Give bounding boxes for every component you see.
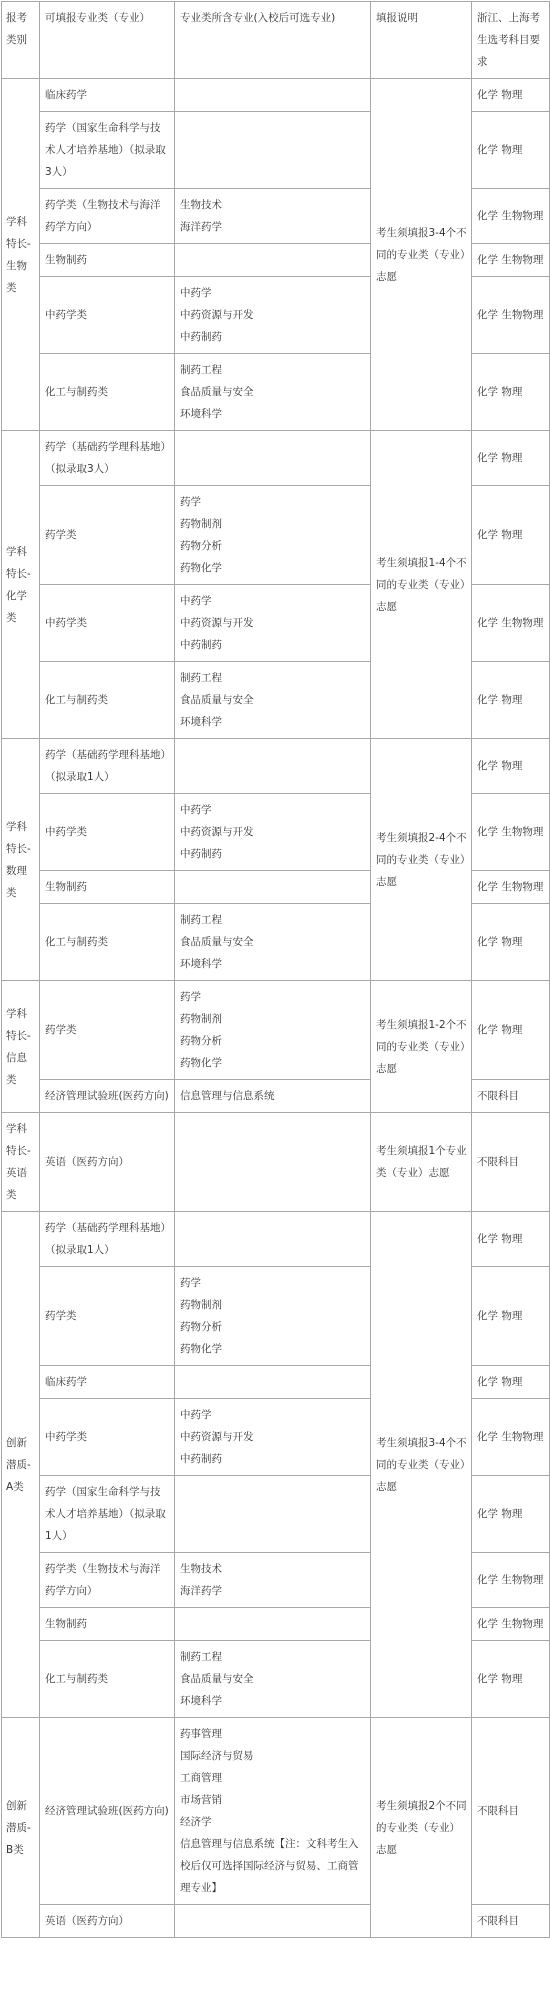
- program-cell: 化工与制药类: [40, 904, 175, 981]
- instructions-cell: 考生须填报1-4个不同的专业类（专业）志愿: [371, 431, 472, 739]
- instructions-cell: 考生须填报3-4个不同的专业类（专业）志愿: [371, 79, 472, 431]
- majors-cell: [175, 794, 371, 871]
- subjects-cell: 化学 物理: [472, 79, 550, 112]
- program-cell: 化工与制药类: [40, 354, 175, 431]
- major-item: 制药工程: [180, 672, 222, 684]
- majors-cell: [175, 1476, 371, 1553]
- header-subjects: 浙江、上海考生选考科目要求: [472, 2, 550, 79]
- majors-cell: [175, 431, 371, 486]
- table-body: [2, 79, 550, 1938]
- major-item: 药物制剂: [180, 1299, 222, 1311]
- majors-cell: [175, 79, 371, 112]
- program-cell: 化工与制药类: [40, 1641, 175, 1718]
- major-item: 食品质量与安全: [180, 386, 254, 398]
- major-item: 生物技术: [180, 199, 222, 211]
- program-cell: 英语（医药方向）: [40, 1905, 175, 1938]
- header-program: 可填报专业类（专业）: [40, 2, 175, 79]
- admission-table: [1, 1, 550, 1938]
- subjects-cell: 不限科目: [472, 1905, 550, 1938]
- subjects-cell: 化学 生物物理: [472, 1553, 550, 1608]
- category-cell: 创新潜质-A类: [2, 1212, 40, 1718]
- program-cell: 药学（国家生命科学与技术人才培养基地）（拟录取3人）: [40, 112, 175, 189]
- majors-cell: [175, 739, 371, 794]
- major-item: 食品质量与安全: [180, 936, 254, 948]
- majors-cell: [175, 1212, 371, 1267]
- major-item: 中药资源与开发: [180, 617, 254, 629]
- program-cell: 药学（基础药学理科基地）（拟录取3人）: [40, 431, 175, 486]
- majors-cell: [175, 354, 371, 431]
- program-cell: 药学（国家生命科学与技术人才培养基地）（拟录取1人）: [40, 1476, 175, 1553]
- subjects-cell: 化学 生物物理: [472, 244, 550, 277]
- program-cell: 经济管理试验班(医药方向): [40, 1080, 175, 1113]
- program-cell: 中药学类: [40, 1399, 175, 1476]
- majors-cell: [175, 662, 371, 739]
- majors-cell: [175, 112, 371, 189]
- instructions-cell: 考生须填报2个不同的专业类（专业）志愿: [371, 1718, 472, 1938]
- majors-cell: [175, 244, 371, 277]
- major-item: 药物化学: [180, 1343, 222, 1355]
- major-item: 海洋药学: [180, 1585, 222, 1597]
- major-item: 药学: [180, 991, 201, 1003]
- header-instructions: 填报说明: [371, 2, 472, 79]
- subjects-cell: 化学 物理: [472, 486, 550, 585]
- subjects-cell: 化学 物理: [472, 662, 550, 739]
- category-cell: 学科特长-数理类: [2, 739, 40, 981]
- major-item: 制药工程: [180, 1651, 222, 1663]
- category-cell: 创新潜质-B类: [2, 1718, 40, 1938]
- subjects-cell: 化学 生物物理: [472, 871, 550, 904]
- major-item: 信息管理与信息系统【注：文科考生入校后仅可选择国际经济与贸易、工商管理专业】: [180, 1838, 359, 1894]
- subjects-cell: 化学 物理: [472, 1212, 550, 1267]
- table-row: [2, 981, 550, 1080]
- subjects-cell: 化学 物理: [472, 739, 550, 794]
- major-item: 药学: [180, 1277, 201, 1289]
- major-item: 制药工程: [180, 914, 222, 926]
- subjects-cell: 不限科目: [472, 1080, 550, 1113]
- program-cell: 中药学类: [40, 794, 175, 871]
- subjects-cell: 化学 生物物理: [472, 189, 550, 244]
- subjects-cell: 化学 生物物理: [472, 585, 550, 662]
- subjects-cell: 化学 物理: [472, 981, 550, 1080]
- major-item: 国际经济与贸易: [180, 1750, 254, 1762]
- major-item: 海洋药学: [180, 221, 222, 233]
- major-item: 环境科学: [180, 408, 222, 420]
- major-item: 药物分析: [180, 1321, 222, 1333]
- program-cell: 生物制药: [40, 244, 175, 277]
- header-row: [2, 2, 550, 79]
- major-item: 环境科学: [180, 716, 222, 728]
- major-item: 环境科学: [180, 958, 222, 970]
- major-item: 药学: [180, 496, 201, 508]
- subjects-cell: 化学 物理: [472, 112, 550, 189]
- instructions-cell: 考生须填报2-4个不同的专业类（专业）志愿: [371, 739, 472, 981]
- major-item: 药物分析: [180, 540, 222, 552]
- program-cell: 药学类: [40, 981, 175, 1080]
- subjects-cell: 化学 物理: [472, 904, 550, 981]
- category-cell: 学科特长-生物类: [2, 79, 40, 431]
- major-item: 市场营销: [180, 1794, 222, 1806]
- subjects-cell: 不限科目: [472, 1113, 550, 1212]
- subjects-cell: 化学 物理: [472, 1366, 550, 1399]
- subjects-cell: 化学 生物物理: [472, 1608, 550, 1641]
- majors-cell: [175, 981, 371, 1080]
- major-item: 中药资源与开发: [180, 309, 254, 321]
- program-cell: 药学类: [40, 1267, 175, 1366]
- header-category: 报考类别: [2, 2, 40, 79]
- major-item: 食品质量与安全: [180, 1673, 254, 1685]
- table-row: [2, 739, 550, 794]
- major-item: 工商管理: [180, 1772, 222, 1784]
- majors-cell: [175, 1553, 371, 1608]
- program-cell: 化工与制药类: [40, 662, 175, 739]
- majors-cell: [175, 1718, 371, 1905]
- major-item: 药物制剂: [180, 1013, 222, 1025]
- major-item: 中药资源与开发: [180, 1431, 254, 1443]
- major-item: 中药学: [180, 287, 212, 299]
- subjects-cell: 化学 物理: [472, 1641, 550, 1718]
- program-cell: 中药学类: [40, 585, 175, 662]
- major-item: 中药学: [180, 1409, 212, 1421]
- program-cell: 药学（基础药学理科基地）（拟录取1人）: [40, 739, 175, 794]
- majors-cell: [175, 585, 371, 662]
- program-cell: 药学（基础药学理科基地）（拟录取1人）: [40, 1212, 175, 1267]
- subjects-cell: 化学 物理: [472, 354, 550, 431]
- major-item: 药物化学: [180, 562, 222, 574]
- category-cell: 学科特长-信息类: [2, 981, 40, 1113]
- major-item: 中药制药: [180, 331, 222, 343]
- subjects-cell: 化学 生物物理: [472, 277, 550, 354]
- program-cell: 药学类（生物技术与海洋药学方向）: [40, 189, 175, 244]
- table-row: [2, 1113, 550, 1212]
- program-cell: 药学类（生物技术与海洋药学方向）: [40, 1553, 175, 1608]
- majors-cell: [175, 1905, 371, 1938]
- subjects-cell: 不限科目: [472, 1718, 550, 1905]
- program-cell: 临床药学: [40, 1366, 175, 1399]
- major-item: 中药制药: [180, 1453, 222, 1465]
- majors-cell: [175, 1080, 371, 1113]
- major-item: 信息管理与信息系统: [180, 1090, 275, 1102]
- instructions-cell: 考生须填报1个专业类（专业）志愿: [371, 1113, 472, 1212]
- majors-cell: [175, 277, 371, 354]
- program-cell: 中药学类: [40, 277, 175, 354]
- majors-cell: [175, 1267, 371, 1366]
- majors-cell: [175, 871, 371, 904]
- majors-cell: [175, 1641, 371, 1718]
- program-cell: 经济管理试验班(医药方向): [40, 1718, 175, 1905]
- major-item: 生物技术: [180, 1563, 222, 1575]
- program-cell: 生物制药: [40, 871, 175, 904]
- header-majors: 专业类所含专业(入校后可选专业): [175, 2, 371, 79]
- program-cell: 药学类: [40, 486, 175, 585]
- program-cell: 英语（医药方向）: [40, 1113, 175, 1212]
- program-cell: 临床药学: [40, 79, 175, 112]
- majors-cell: [175, 189, 371, 244]
- major-item: 药物制剂: [180, 518, 222, 530]
- subjects-cell: 化学 生物物理: [472, 794, 550, 871]
- majors-cell: [175, 1113, 371, 1212]
- category-cell: 学科特长-化学类: [2, 431, 40, 739]
- majors-cell: [175, 1399, 371, 1476]
- instructions-cell: 考生须填报1-2个不同的专业类（专业）志愿: [371, 981, 472, 1113]
- major-item: 经济学: [180, 1816, 212, 1828]
- table-row: [2, 79, 550, 112]
- major-item: 环境科学: [180, 1695, 222, 1707]
- major-item: 中药学: [180, 595, 212, 607]
- table-row: [2, 1718, 550, 1905]
- major-item: 中药学: [180, 804, 212, 816]
- subjects-cell: 化学 物理: [472, 431, 550, 486]
- majors-cell: [175, 1608, 371, 1641]
- program-cell: 生物制药: [40, 1608, 175, 1641]
- subjects-cell: 化学 物理: [472, 1267, 550, 1366]
- subjects-cell: 化学 物理: [472, 1476, 550, 1553]
- subjects-cell: 化学 生物物理: [472, 1399, 550, 1476]
- major-item: 药物化学: [180, 1057, 222, 1069]
- category-cell: 学科特长-英语类: [2, 1113, 40, 1212]
- major-item: 中药制药: [180, 848, 222, 860]
- major-item: 中药资源与开发: [180, 826, 254, 838]
- major-item: 制药工程: [180, 364, 222, 376]
- major-item: 中药制药: [180, 639, 222, 651]
- table-row: [2, 431, 550, 486]
- major-item: 药事管理: [180, 1728, 222, 1740]
- major-item: 药物分析: [180, 1035, 222, 1047]
- majors-cell: [175, 1366, 371, 1399]
- table-row: [2, 1212, 550, 1267]
- majors-cell: [175, 904, 371, 981]
- majors-cell: [175, 486, 371, 585]
- instructions-cell: 考生须填报3-4个不同的专业类（专业）志愿: [371, 1212, 472, 1718]
- major-item: 食品质量与安全: [180, 694, 254, 706]
